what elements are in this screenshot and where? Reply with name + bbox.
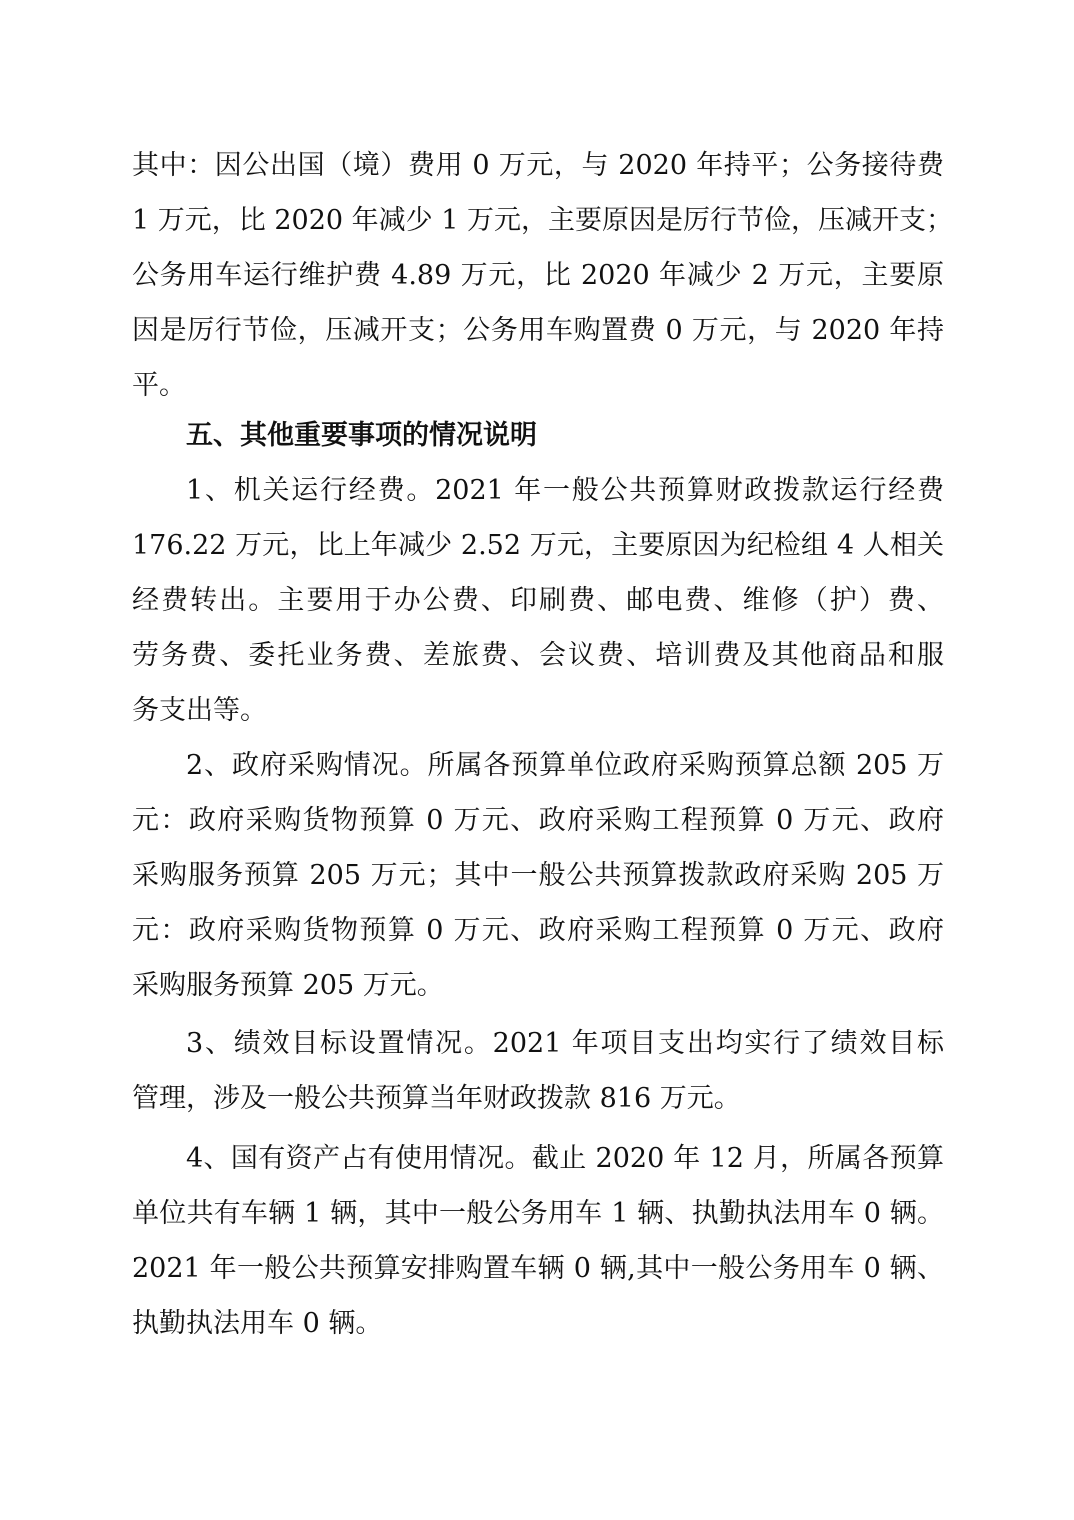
paragraph-item-2 <box>132 738 944 1013</box>
paragraph-line: 采购服务预算 205 万元。 <box>132 970 444 1001</box>
paragraph-line: 1、机关运行经费。2021 年一般公共预算财政拨款运行经费 <box>186 475 944 506</box>
paragraph-line: 采购服务预算 205 万元；其中一般公共预算拨款政府采购 205 万 <box>132 860 944 891</box>
paragraph-line: 176.22 万元，比上年减少 2.52 万元，主要原因为纪检组 4 人相关 <box>132 530 944 561</box>
paragraph-expense-detail <box>132 138 953 413</box>
paragraph-line: 元：政府采购货物预算 0 万元、政府采购工程预算 0 万元、政府 <box>132 805 944 836</box>
paragraph-line: 2、政府采购情况。所属各预算单位政府采购预算总额 205 万 <box>186 750 944 781</box>
paragraph-item-3 <box>132 1016 944 1126</box>
paragraph-item-4 <box>132 1131 944 1351</box>
paragraph-line: 经费转出。主要用于办公费、印刷费、邮电费、维修（护）费、 <box>132 585 944 616</box>
paragraph-line: 元：政府采购货物预算 0 万元、政府采购工程预算 0 万元、政府 <box>132 915 944 946</box>
paragraph-line: 劳务费、委托业务费、差旅费、会议费、培训费及其他商品和服 <box>132 640 944 671</box>
paragraph-line: 因是厉行节俭，压减开支；公务用车购置费 0 万元，与 2020 年持 <box>132 315 944 346</box>
paragraph-line: 2021 年一般公共预算安排购置车辆 0 辆,其中一般公务用车 0 辆、 <box>132 1253 944 1284</box>
paragraph-line: 3、绩效目标设置情况。2021 年项目支出均实行了绩效目标 <box>186 1028 944 1059</box>
paragraph-line: 4、国有资产占有使用情况。截止 2020 年 12 月，所属各预算 <box>186 1143 944 1174</box>
paragraph-line: 管理，涉及一般公共预算当年财政拨款 816 万元。 <box>132 1083 741 1114</box>
section-heading <box>132 408 944 463</box>
paragraph-line: 执勤执法用车 0 辆。 <box>132 1308 383 1339</box>
paragraph-item-1 <box>132 463 944 738</box>
paragraph-line: 公务用车运行维护费 4.89 万元，比 2020 年减少 2 万元，主要原 <box>132 260 944 291</box>
paragraph-line: 其中：因公出国（境）费用 0 万元，与 2020 年持平；公务接待费 <box>132 150 944 181</box>
section-heading-text: 五、其他重要事项的情况说明 <box>186 420 537 451</box>
paragraph-line: 务支出等。 <box>132 695 267 726</box>
paragraph-line: 1 万元，比 2020 年减少 1 万元，主要原因是厉行节俭，压减开支； <box>132 205 953 236</box>
paragraph-line: 平。 <box>132 370 186 401</box>
paragraph-line: 单位共有车辆 1 辆，其中一般公务用车 1 辆、执勤执法用车 0 辆。 <box>132 1198 944 1229</box>
